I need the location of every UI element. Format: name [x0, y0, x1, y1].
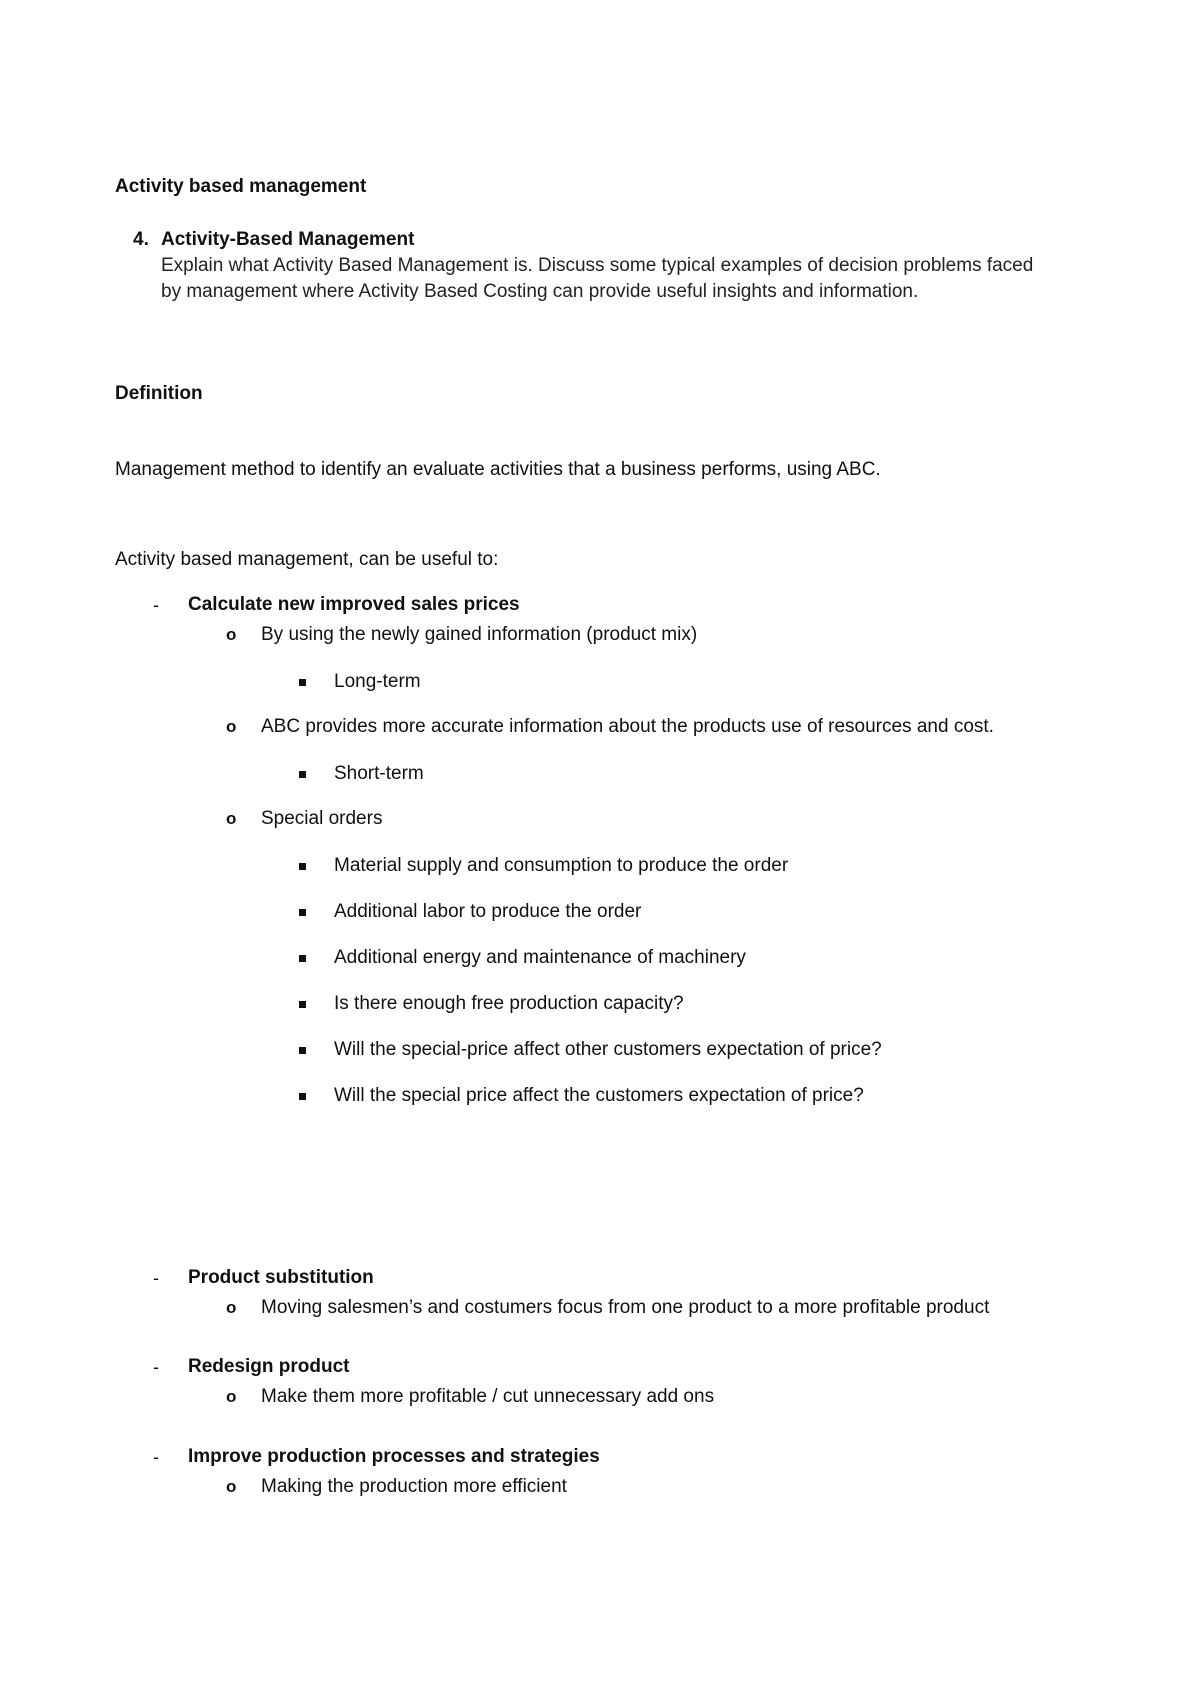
question-title: Activity-Based Management [161, 229, 415, 250]
definition-heading: Definition [115, 383, 203, 404]
sub-list-item: Long-term [334, 671, 421, 692]
square-bullet [299, 863, 306, 870]
list-item: ABC provides more accurate information about the products use of resources and cost. [261, 716, 994, 737]
section-heading: Redesign product [188, 1356, 350, 1377]
sub-list-item: Additional energy and maintenance of machinery [334, 947, 746, 968]
square-bullet [299, 771, 306, 778]
square-bullet [299, 955, 306, 962]
sub-list-item: Material supply and consumption to produce the order [334, 855, 789, 876]
sub-list-item: Additional labor to produce the order [334, 901, 642, 922]
page-title: Activity based management [115, 176, 367, 197]
sub-list-item: Will the special-price affect other customers expectation of price? [334, 1039, 882, 1060]
circle-bullet: o [226, 1477, 237, 1496]
circle-bullet: o [226, 625, 237, 644]
square-bullet [299, 679, 306, 686]
section-heading: Product substitution [188, 1267, 374, 1288]
list-item: Moving salesmen’s and costumers focus from one product to a more profitable product [261, 1297, 990, 1318]
section-heading: Improve production processes and strategies [188, 1446, 600, 1467]
sub-list-item: Will the special price affect the customers expectation of price? [334, 1085, 864, 1106]
circle-bullet: o [226, 1387, 237, 1406]
definition-text: Management method to identify an evaluate activities that a business performs, using ABC. [115, 459, 881, 480]
square-bullet [299, 1047, 306, 1054]
question-number: 4. [133, 229, 149, 250]
dash-bullet: - [153, 595, 159, 615]
question-line-1: Explain what Activity Based Management is. Discuss some typical examples of decision problems faced [161, 255, 1034, 276]
square-bullet [299, 909, 306, 916]
circle-bullet: o [226, 809, 237, 828]
circle-bullet: o [226, 717, 237, 736]
circle-bullet: o [226, 1298, 237, 1317]
useful-intro: Activity based management, can be useful to: [115, 549, 499, 570]
dash-bullet: - [153, 1357, 159, 1377]
sub-list-item: Is there enough free production capacity? [334, 993, 684, 1014]
section-heading: Calculate new improved sales prices [188, 594, 520, 615]
list-item: Make them more profitable / cut unnecessary add ons [261, 1386, 715, 1407]
sub-list-item: Short-term [334, 763, 424, 784]
dash-bullet: - [153, 1268, 159, 1288]
dash-bullet: - [153, 1447, 159, 1467]
list-item: By using the newly gained information (product mix) [261, 624, 698, 645]
list-item: Making the production more efficient [261, 1476, 567, 1497]
square-bullet [299, 1001, 306, 1008]
list-item: Special orders [261, 808, 383, 829]
square-bullet [299, 1093, 306, 1100]
question-line-2: by management where Activity Based Costing can provide useful insights and information. [161, 281, 919, 302]
